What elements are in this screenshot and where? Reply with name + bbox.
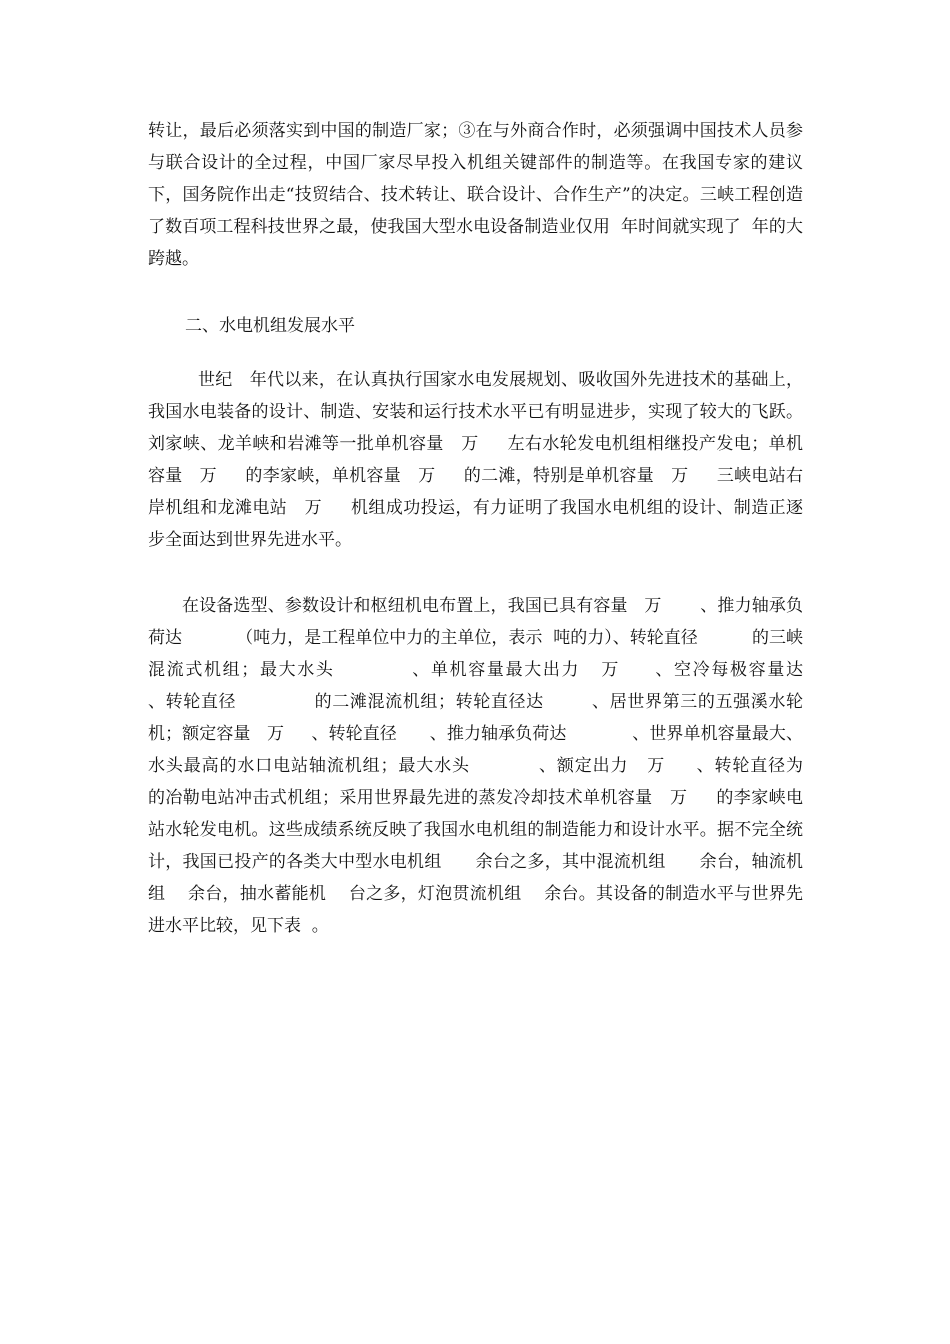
paragraph-development-history: 世纪 年代以来，在认真执行国家水电发展规划、吸收国外先进技术的基础上，我国水电装备的设计、制造、安装和运行技术水平已有明显进步，实现了较大的飞跃。刘家峡、龙羊峡和岩滩等一批单机容量 万 左右水轮发电机组相继投产发电；单机容量 万 的李家峡，单机容量 万 的二滩，特别是单机容量 万 三峡电站右岸机组和龙滩电站 万 机组成功投运，有力证明了我国水电机组的设计、制造正逐步全面达到世界先进水平。 <box>148 370 803 550</box>
section-heading: 二、水电机组发展水平 <box>185 316 355 336</box>
paragraph-unit-achievements: 在设备选型、参数设计和枢纽机电布置上，我国已具有容量 万 、推力轴承负荷达 （吨力，是工程单位中力的主单位，表示 吨的力）、转轮直径 的三峡混流式机组；最大水头 、单机容量最大出力 万 、空冷每极容量达 、转轮直径 的二滩混流机组；转轮直径达 、居世界第三的五强溪水轮机；额定容量 万 、转轮直径 、推力轴承负荷达 、世界单机容量最大、水头最高的水口电站轴流机组；最大水头 、额定出力 万 、转轮直径为 的冶勒电站冲击式机组；采用世界最先进的蒸发冷却技术单机容量 万 的李家峡电站水轮发电机。这些成绩系统反映了我国水电机组的制造能力和设计水平。据不完全统计，我国已投产的各类大中型水电机组 余台之多，其中混流机组 余台，轴流机组 余台，抽水蓄能机 台之多，灯泡贯流机组 余台。其设备的制造水平与世界先进水平比较，见下表 。 <box>148 596 901 936</box>
paragraph-technology-transfer: 转让，最后必须落实到中国的制造厂家；③在与外商合作时，必须强调中国技术人员参与联合设计的全过程，中国厂家尽早投入机组关键部件的制造等。在我国专家的建议下，国务院作出走“技贸结合、技术转让、联合设计、合作生产”的决定。三峡工程创造了数百项工程科技世界之最，使我国大型水电设备制造业仅用 年时间就实现了 年的大跨越。 <box>148 121 803 269</box>
